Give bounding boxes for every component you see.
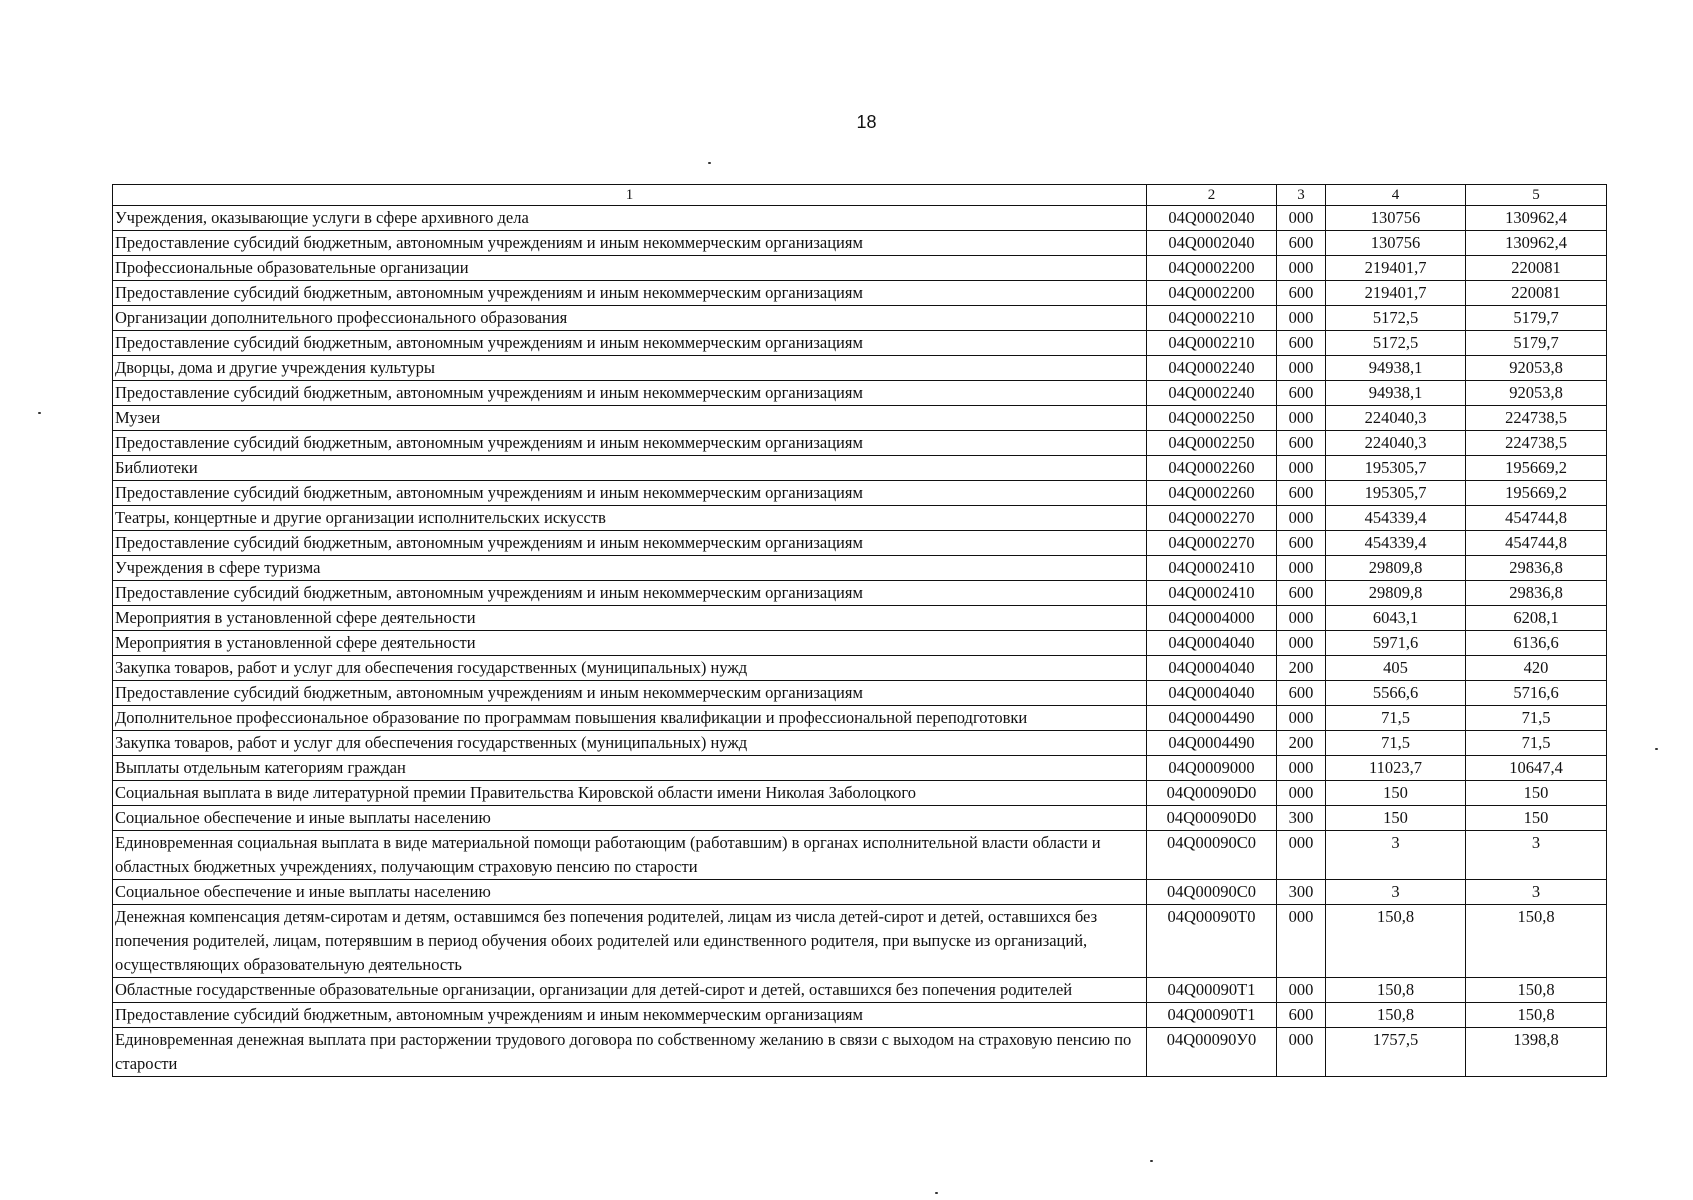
row-type-cell: 000 (1277, 905, 1326, 978)
row-code-cell: 04Q0002210 (1147, 331, 1277, 356)
row-value-4-cell: 130756 (1326, 231, 1466, 256)
row-name-cell: Закупка товаров, работ и услуг для обеспечения государственных (муниципальных) нужд (113, 656, 1147, 681)
row-value-5-cell: 420 (1466, 656, 1607, 681)
table-row (113, 606, 1607, 631)
row-code-cell: 04Q0002260 (1147, 481, 1277, 506)
row-value-5-cell: 454744,8 (1466, 506, 1607, 531)
table-row (113, 431, 1607, 456)
row-value-5-cell: 6208,1 (1466, 606, 1607, 631)
row-value-5-cell: 29836,8 (1466, 556, 1607, 581)
row-value-5-cell: 150,8 (1466, 978, 1607, 1003)
row-code-cell: 04Q0002260 (1147, 456, 1277, 481)
row-type-cell: 000 (1277, 631, 1326, 656)
table-row (113, 306, 1607, 331)
row-type-cell: 000 (1277, 506, 1326, 531)
row-value-4-cell: 150 (1326, 806, 1466, 831)
row-value-5-cell: 454744,8 (1466, 531, 1607, 556)
row-type-cell: 000 (1277, 406, 1326, 431)
row-value-4-cell: 1757,5 (1326, 1028, 1466, 1077)
row-name-cell: Библиотеки (113, 456, 1147, 481)
row-name-cell: Предоставление субсидий бюджетным, автономным учреждениям и иным некоммерческим организациям (113, 281, 1147, 306)
row-type-cell: 300 (1277, 806, 1326, 831)
column-number-row (113, 185, 1607, 206)
row-code-cell: 04Q00090D0 (1147, 806, 1277, 831)
row-value-4-cell: 224040,3 (1326, 431, 1466, 456)
row-value-4-cell: 150 (1326, 781, 1466, 806)
row-value-5-cell: 3 (1466, 831, 1607, 880)
row-value-4-cell: 29809,8 (1326, 556, 1466, 581)
table-row (113, 1028, 1607, 1077)
row-value-4-cell: 6043,1 (1326, 606, 1466, 631)
column-header: 2 (1147, 185, 1277, 206)
row-value-5-cell: 150 (1466, 781, 1607, 806)
row-name-cell: Мероприятия в установленной сфере деятельности (113, 631, 1147, 656)
row-value-5-cell: 71,5 (1466, 731, 1607, 756)
row-name-cell: Единовременная денежная выплата при расторжении трудового договора по собственному желанию в связи с выходом на страховую пенсию по старости (113, 1028, 1147, 1077)
row-code-cell: 04Q0002240 (1147, 381, 1277, 406)
row-code-cell: 04Q0004000 (1147, 606, 1277, 631)
scan-speck (1655, 748, 1658, 750)
row-value-5-cell: 71,5 (1466, 706, 1607, 731)
row-name-cell: Социальное обеспечение и иные выплаты населению (113, 880, 1147, 905)
scan-speck (38, 412, 41, 414)
row-code-cell: 04Q0002410 (1147, 581, 1277, 606)
row-type-cell: 000 (1277, 831, 1326, 880)
row-value-4-cell: 5172,5 (1326, 306, 1466, 331)
row-type-cell: 000 (1277, 781, 1326, 806)
row-type-cell: 600 (1277, 581, 1326, 606)
row-type-cell: 000 (1277, 256, 1326, 281)
row-code-cell: 04Q0004490 (1147, 731, 1277, 756)
row-name-cell: Социальное обеспечение и иные выплаты населению (113, 806, 1147, 831)
row-code-cell: 04Q0002410 (1147, 556, 1277, 581)
row-value-4-cell: 130756 (1326, 206, 1466, 231)
row-value-4-cell: 94938,1 (1326, 381, 1466, 406)
row-value-5-cell: 195669,2 (1466, 456, 1607, 481)
row-code-cell: 04Q0009000 (1147, 756, 1277, 781)
row-value-5-cell: 150 (1466, 806, 1607, 831)
row-value-5-cell: 150,8 (1466, 1003, 1607, 1028)
row-value-4-cell: 11023,7 (1326, 756, 1466, 781)
table-row (113, 781, 1607, 806)
row-name-cell: Выплаты отдельным категориям граждан (113, 756, 1147, 781)
row-name-cell: Единовременная социальная выплата в виде материальной помощи работающим (работавшим) в органах исполнительной власти области и областных бюджетных учреждениях, получающим страховую пенсию по старости (113, 831, 1147, 880)
row-value-5-cell: 220081 (1466, 281, 1607, 306)
row-type-cell: 000 (1277, 706, 1326, 731)
row-name-cell: Организации дополнительного профессионального образования (113, 306, 1147, 331)
row-value-4-cell: 224040,3 (1326, 406, 1466, 431)
row-value-4-cell: 5172,5 (1326, 331, 1466, 356)
row-code-cell: 04Q0002040 (1147, 231, 1277, 256)
row-type-cell: 600 (1277, 481, 1326, 506)
row-type-cell: 000 (1277, 978, 1326, 1003)
row-code-cell: 04Q0004490 (1147, 706, 1277, 731)
table-row (113, 581, 1607, 606)
row-value-4-cell: 5566,6 (1326, 681, 1466, 706)
row-value-4-cell: 150,8 (1326, 905, 1466, 978)
row-name-cell: Театры, концертные и другие организации исполнительских искусств (113, 506, 1147, 531)
row-type-cell: 200 (1277, 656, 1326, 681)
row-value-5-cell: 5179,7 (1466, 306, 1607, 331)
row-value-4-cell: 150,8 (1326, 1003, 1466, 1028)
row-name-cell: Профессиональные образовательные организации (113, 256, 1147, 281)
row-value-4-cell: 219401,7 (1326, 256, 1466, 281)
table-row (113, 706, 1607, 731)
row-value-4-cell: 454339,4 (1326, 506, 1466, 531)
row-name-cell: Дворцы, дома и другие учреждения культуры (113, 356, 1147, 381)
row-value-4-cell: 94938,1 (1326, 356, 1466, 381)
row-type-cell: 600 (1277, 381, 1326, 406)
row-value-4-cell: 3 (1326, 880, 1466, 905)
table-row (113, 731, 1607, 756)
row-code-cell: 04Q00090T1 (1147, 1003, 1277, 1028)
row-type-cell: 600 (1277, 281, 1326, 306)
row-code-cell: 04Q0002250 (1147, 431, 1277, 456)
table-row (113, 831, 1607, 880)
row-value-4-cell: 454339,4 (1326, 531, 1466, 556)
row-value-5-cell: 130962,4 (1466, 231, 1607, 256)
table-row (113, 806, 1607, 831)
table-row (113, 231, 1607, 256)
row-code-cell: 04Q00090У0 (1147, 1028, 1277, 1077)
row-value-5-cell: 6136,6 (1466, 631, 1607, 656)
row-value-5-cell: 150,8 (1466, 905, 1607, 978)
row-value-5-cell: 29836,8 (1466, 581, 1607, 606)
row-type-cell: 000 (1277, 206, 1326, 231)
row-code-cell: 04Q0002200 (1147, 256, 1277, 281)
row-value-4-cell: 71,5 (1326, 731, 1466, 756)
row-name-cell: Музеи (113, 406, 1147, 431)
column-header: 3 (1277, 185, 1326, 206)
table-row (113, 756, 1607, 781)
row-value-5-cell: 224738,5 (1466, 406, 1607, 431)
table-row (113, 631, 1607, 656)
row-code-cell: 04Q00090D0 (1147, 781, 1277, 806)
table-row (113, 556, 1607, 581)
row-type-cell: 000 (1277, 306, 1326, 331)
row-type-cell: 000 (1277, 1028, 1326, 1077)
table-row (113, 406, 1607, 431)
row-name-cell: Социальная выплата в виде литературной премии Правительства Кировской области имени Николая Заболоцкого (113, 781, 1147, 806)
row-name-cell: Учреждения, оказывающие услуги в сфере архивного дела (113, 206, 1147, 231)
table-row (113, 978, 1607, 1003)
table-row (113, 506, 1607, 531)
row-type-cell: 000 (1277, 606, 1326, 631)
row-name-cell: Учреждения в сфере туризма (113, 556, 1147, 581)
table-row (113, 481, 1607, 506)
row-type-cell: 600 (1277, 531, 1326, 556)
row-value-5-cell: 220081 (1466, 256, 1607, 281)
table-row (113, 356, 1607, 381)
table-row (113, 656, 1607, 681)
table-row (113, 456, 1607, 481)
row-code-cell: 04Q00090C0 (1147, 831, 1277, 880)
row-code-cell: 04Q0002270 (1147, 531, 1277, 556)
column-header: 4 (1326, 185, 1466, 206)
row-value-5-cell: 1398,8 (1466, 1028, 1607, 1077)
scan-speck (1150, 1160, 1153, 1162)
row-value-4-cell: 150,8 (1326, 978, 1466, 1003)
row-name-cell: Предоставление субсидий бюджетным, автономным учреждениям и иным некоммерческим организациям (113, 531, 1147, 556)
row-type-cell: 600 (1277, 681, 1326, 706)
row-value-4-cell: 71,5 (1326, 706, 1466, 731)
table-row (113, 281, 1607, 306)
row-value-5-cell: 5716,6 (1466, 681, 1607, 706)
row-value-5-cell: 195669,2 (1466, 481, 1607, 506)
row-code-cell: 04Q0004040 (1147, 681, 1277, 706)
row-code-cell: 04Q00090T1 (1147, 978, 1277, 1003)
row-name-cell: Предоставление субсидий бюджетным, автономным учреждениям и иным некоммерческим организациям (113, 231, 1147, 256)
row-code-cell: 04Q0002270 (1147, 506, 1277, 531)
row-value-5-cell: 92053,8 (1466, 381, 1607, 406)
row-name-cell: Предоставление субсидий бюджетным, автономным учреждениям и иным некоммерческим организациям (113, 681, 1147, 706)
row-type-cell: 600 (1277, 331, 1326, 356)
row-type-cell: 600 (1277, 231, 1326, 256)
scan-speck (708, 162, 711, 164)
row-type-cell: 600 (1277, 431, 1326, 456)
page-number: 18 (856, 112, 877, 132)
row-value-4-cell: 29809,8 (1326, 581, 1466, 606)
row-code-cell: 04Q00090C0 (1147, 880, 1277, 905)
row-code-cell: 04Q0002250 (1147, 406, 1277, 431)
column-header: 5 (1466, 185, 1607, 206)
table-row (113, 880, 1607, 905)
table-row (113, 1003, 1607, 1028)
row-code-cell: 04Q0002040 (1147, 206, 1277, 231)
row-value-5-cell: 10647,4 (1466, 756, 1607, 781)
row-name-cell: Областные государственные образовательные организации, организации для детей-сирот и детей, оставшихся без попечения родителей (113, 978, 1147, 1003)
row-name-cell: Дополнительное профессиональное образование по программам повышения квалификации и профессиональной переподготовки (113, 706, 1147, 731)
row-value-4-cell: 5971,6 (1326, 631, 1466, 656)
row-type-cell: 000 (1277, 756, 1326, 781)
row-type-cell: 200 (1277, 731, 1326, 756)
row-type-cell: 300 (1277, 880, 1326, 905)
table-row (113, 331, 1607, 356)
table-row (113, 905, 1607, 978)
row-name-cell: Денежная компенсация детям-сиротам и детям, оставшимся без попечения родителей, лицам из числа детей-сирот и детей, оставшихся без попечения родителей, лицам, потерявшим в период обучения обоих родителей или единственного родителя, при выпуске из организаций, осуществляющих образовательную деятельность (113, 905, 1147, 978)
row-type-cell: 000 (1277, 356, 1326, 381)
scan-speck (935, 1192, 938, 1194)
row-type-cell: 000 (1277, 556, 1326, 581)
table-row (113, 531, 1607, 556)
row-value-4-cell: 219401,7 (1326, 281, 1466, 306)
row-code-cell: 04Q0004040 (1147, 656, 1277, 681)
row-code-cell: 04Q0004040 (1147, 631, 1277, 656)
row-code-cell: 04Q0002210 (1147, 306, 1277, 331)
row-value-5-cell: 224738,5 (1466, 431, 1607, 456)
row-name-cell: Предоставление субсидий бюджетным, автономным учреждениям и иным некоммерческим организациям (113, 1003, 1147, 1028)
table-row (113, 381, 1607, 406)
row-code-cell: 04Q0002200 (1147, 281, 1277, 306)
row-type-cell: 000 (1277, 456, 1326, 481)
row-value-5-cell: 130962,4 (1466, 206, 1607, 231)
row-value-4-cell: 405 (1326, 656, 1466, 681)
row-name-cell: Предоставление субсидий бюджетным, автономным учреждениям и иным некоммерческим организациям (113, 431, 1147, 456)
row-name-cell: Закупка товаров, работ и услуг для обеспечения государственных (муниципальных) нужд (113, 731, 1147, 756)
row-code-cell: 04Q00090T0 (1147, 905, 1277, 978)
table-row (113, 681, 1607, 706)
row-name-cell: Предоставление субсидий бюджетным, автономным учреждениям и иным некоммерческим организациям (113, 581, 1147, 606)
row-value-4-cell: 195305,7 (1326, 456, 1466, 481)
row-name-cell: Предоставление субсидий бюджетным, автономным учреждениям и иным некоммерческим организациям (113, 331, 1147, 356)
table-row (113, 256, 1607, 281)
row-value-5-cell: 92053,8 (1466, 356, 1607, 381)
column-header: 1 (113, 185, 1147, 206)
table-body (113, 206, 1607, 1077)
row-name-cell: Предоставление субсидий бюджетным, автономным учреждениям и иным некоммерческим организациям (113, 481, 1147, 506)
table-row (113, 206, 1607, 231)
row-name-cell: Мероприятия в установленной сфере деятельности (113, 606, 1147, 631)
row-type-cell: 600 (1277, 1003, 1326, 1028)
row-code-cell: 04Q0002240 (1147, 356, 1277, 381)
row-value-5-cell: 5179,7 (1466, 331, 1607, 356)
row-value-4-cell: 3 (1326, 831, 1466, 880)
row-name-cell: Предоставление субсидий бюджетным, автономным учреждениям и иным некоммерческим организациям (113, 381, 1147, 406)
budget-table (112, 184, 1607, 1077)
row-value-5-cell: 3 (1466, 880, 1607, 905)
row-value-4-cell: 195305,7 (1326, 481, 1466, 506)
